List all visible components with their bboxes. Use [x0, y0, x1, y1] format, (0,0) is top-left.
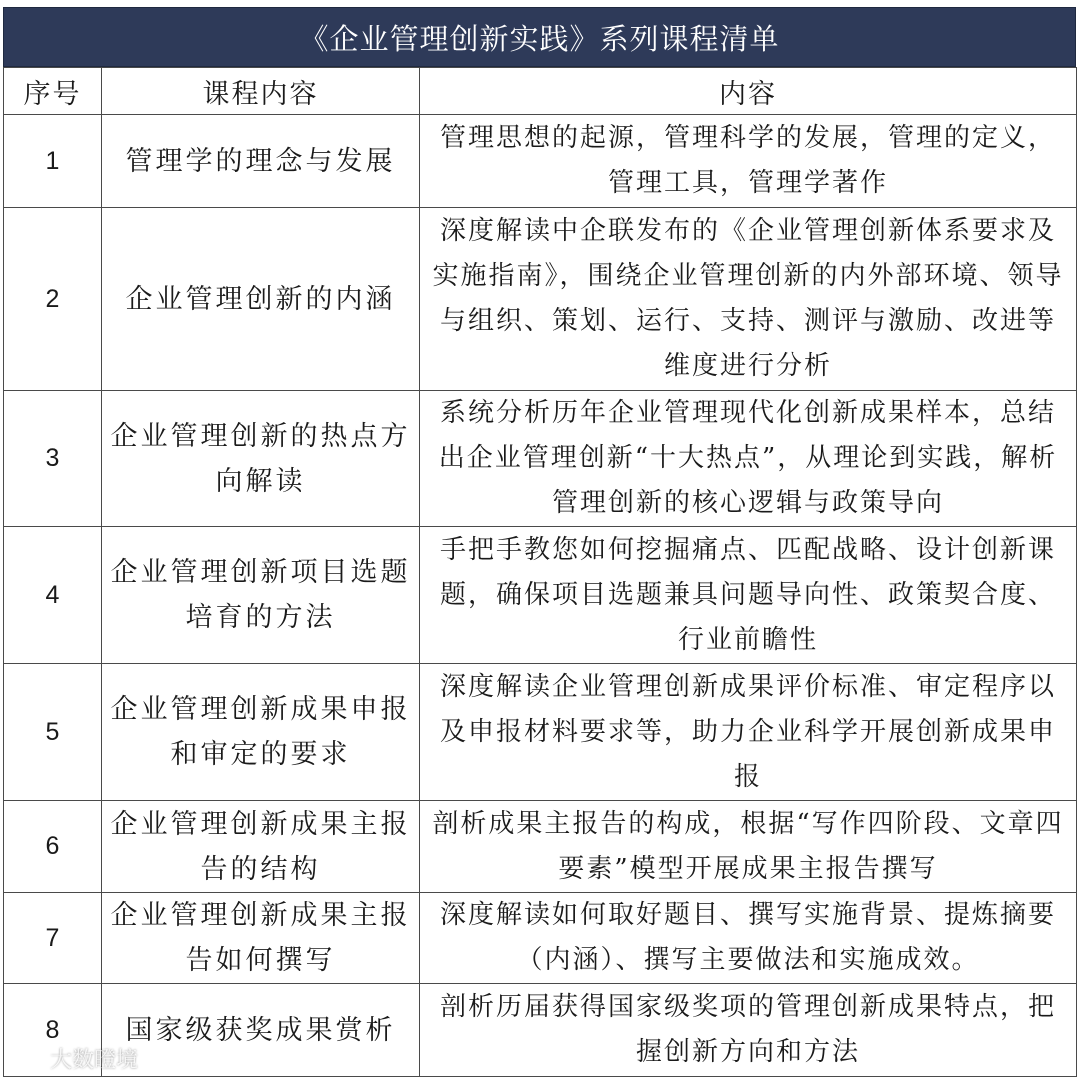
table-row — [4, 664, 1077, 801]
course-name: 企业管理创新的内涵 — [102, 208, 420, 391]
row-number: 8 — [4, 984, 102, 1077]
header-content: 内容 — [420, 68, 1077, 115]
course-table — [3, 67, 1077, 1077]
row-number: 6 — [4, 801, 102, 893]
course-name: 企业管理创新成果主报告的结构 — [102, 801, 420, 893]
table-row — [4, 893, 1077, 984]
row-number: 1 — [4, 115, 102, 208]
course-description: 深度解读中企联发布的《企业管理创新体系要求及实施指南》，围绕企业管理创新的内外部环境、领导与组织、策划、运行、支持、测评与激励、改进等维度进行分析 — [420, 208, 1077, 391]
table-row — [4, 391, 1077, 527]
course-description: 手把手教您如何挖掘痛点、匹配战略、设计创新课题，确保项目选题兼具问题导向性、政策契合度、行业前瞻性 — [420, 527, 1077, 664]
header-number: 序号 — [4, 68, 102, 115]
course-name: 管理学的理念与发展 — [102, 115, 420, 208]
course-name: 企业管理创新的热点方向解读 — [102, 391, 420, 527]
course-name: 企业管理创新成果申报和审定的要求 — [102, 664, 420, 801]
row-number: 5 — [4, 664, 102, 801]
course-name: 企业管理创新项目选题培育的方法 — [102, 527, 420, 664]
watermark-text: 大数瞪境 — [50, 1047, 139, 1073]
course-name: 企业管理创新成果主报告如何撰写 — [102, 893, 420, 984]
course-description: 系统分析历年企业管理现代化创新成果样本，总结出企业管理创新“十大热点”，从理论到实践，解析管理创新的核心逻辑与政策导向 — [420, 391, 1077, 527]
course-name: 国家级获奖成果赏析 — [102, 984, 420, 1077]
table-row — [4, 527, 1077, 664]
course-description: 管理思想的起源，管理科学的发展，管理的定义，管理工具，管理学著作 — [420, 115, 1077, 208]
header-course-content: 课程内容 — [102, 68, 420, 115]
course-description: 深度解读企业管理创新成果评价标准、审定程序以及申报材料要求等，助力企业科学开展创新成果申报 — [420, 664, 1077, 801]
table-title: 《企业管理创新实践》系列课程清单 — [3, 7, 1076, 67]
table-row — [4, 115, 1077, 208]
chat-bubble-icon — [10, 1045, 44, 1071]
row-number: 4 — [4, 527, 102, 664]
table-row — [4, 801, 1077, 893]
table-header-row — [4, 68, 1077, 115]
row-number: 7 — [4, 893, 102, 984]
course-description: 剖析成果主报告的构成，根据“写作四阶段、文章四要素”模型开展成果主报告撰写 — [420, 801, 1077, 893]
watermark — [10, 1042, 138, 1074]
course-description: 剖析历届获得国家级奖项的管理创新成果特点，把握创新方向和方法 — [420, 984, 1077, 1077]
row-number: 2 — [4, 208, 102, 391]
course-description: 深度解读如何取好题目、撰写实施背景、提炼摘要（内涵）、撰写主要做法和实施成效。 — [420, 893, 1077, 984]
table-row — [4, 208, 1077, 391]
row-number: 3 — [4, 391, 102, 527]
table-row — [4, 984, 1077, 1077]
